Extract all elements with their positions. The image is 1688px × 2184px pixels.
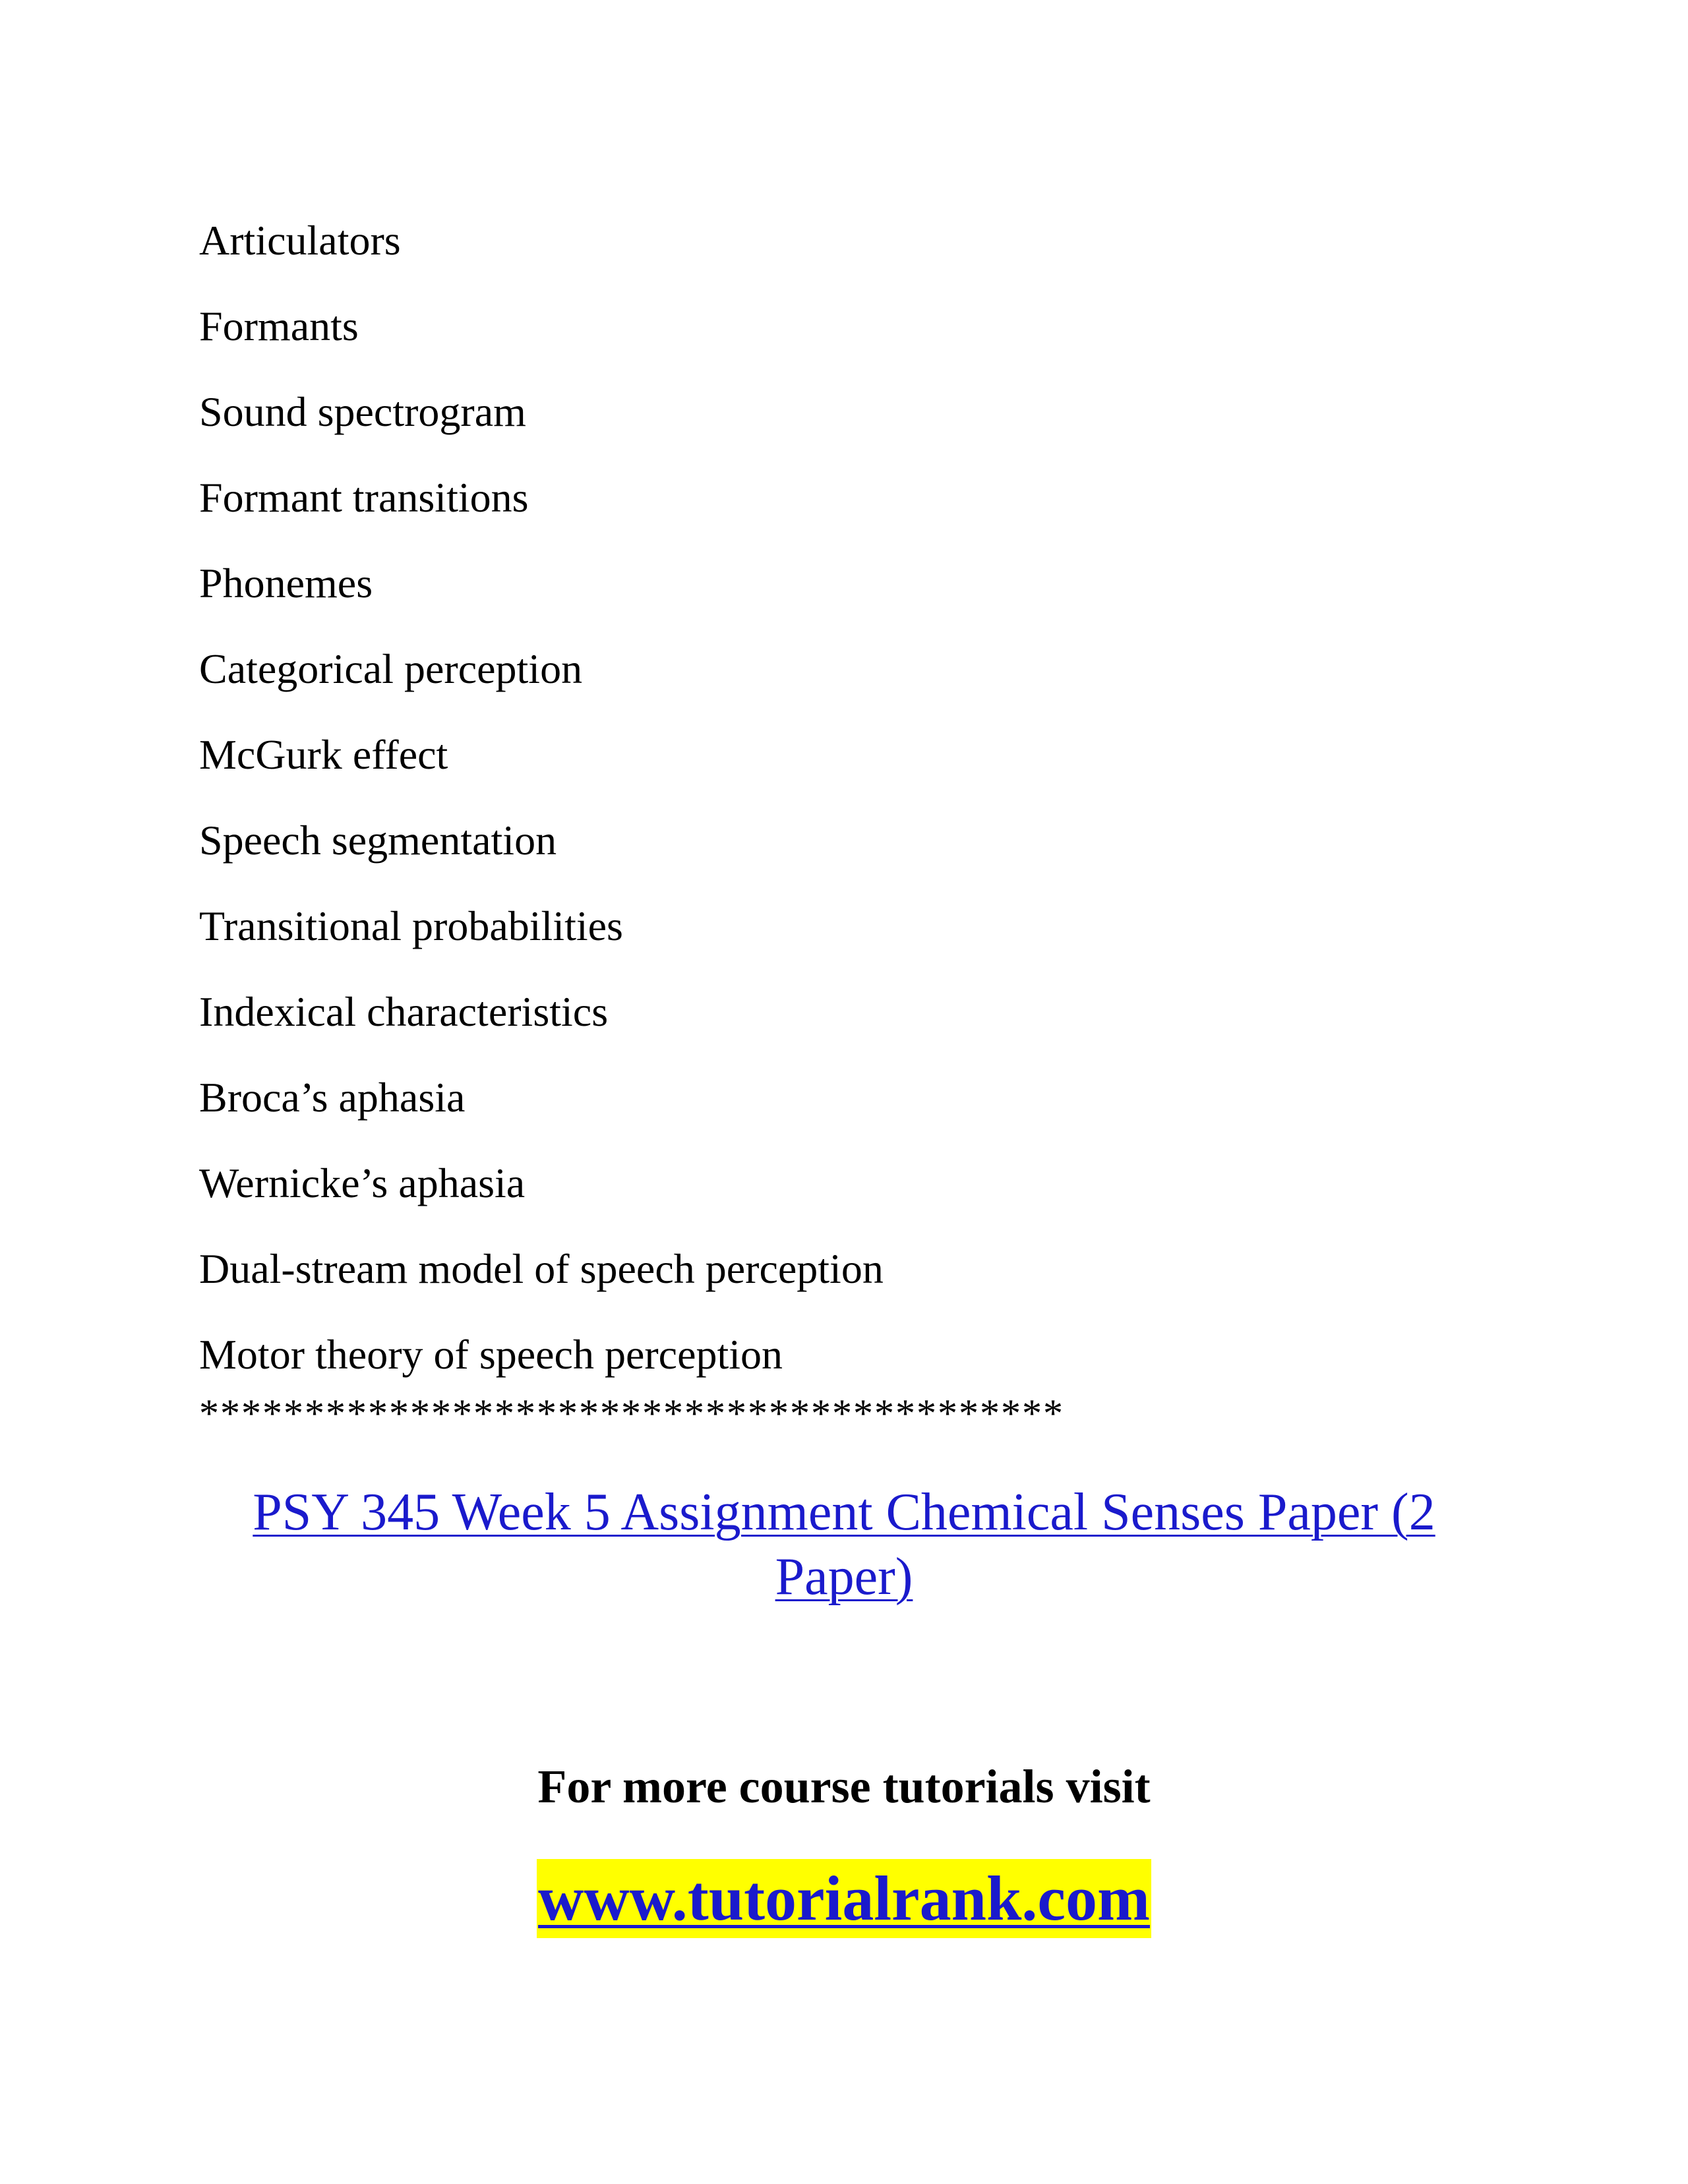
term-item: Dual-stream model of speech perception: [199, 1245, 884, 1292]
term-item: Indexical characteristics: [199, 988, 609, 1035]
term-item: Sound spectrogram: [199, 388, 526, 435]
term-item: Wernicke’s aphasia: [199, 1160, 526, 1206]
term-item: Phonemes: [199, 560, 373, 606]
asterisk-separator: *****************************************: [199, 1392, 1064, 1435]
term-item: Categorical perception: [199, 645, 583, 692]
site-link[interactable]: www.tutorialrank.com: [537, 1859, 1151, 1938]
term-item: Broca’s aphasia: [199, 1074, 466, 1121]
visit-text: For more course tutorials visit: [537, 1760, 1151, 1813]
term-item: Formants: [199, 303, 359, 349]
term-item: Motor theory of speech perception: [199, 1331, 783, 1378]
term-item: Speech segmentation: [199, 817, 557, 864]
term-item: Formant transitions: [199, 474, 529, 521]
term-list: [199, 198, 884, 1398]
assignment-link[interactable]: PSY 345 Week 5 Assignment Chemical Senses Paper (2 Paper): [253, 1483, 1435, 1606]
term-item: McGurk effect: [199, 731, 448, 778]
term-item: Articulators: [199, 217, 401, 264]
site-link-wrapper: [0, 1859, 1688, 1938]
term-item: Transitional probabilities: [199, 902, 623, 949]
